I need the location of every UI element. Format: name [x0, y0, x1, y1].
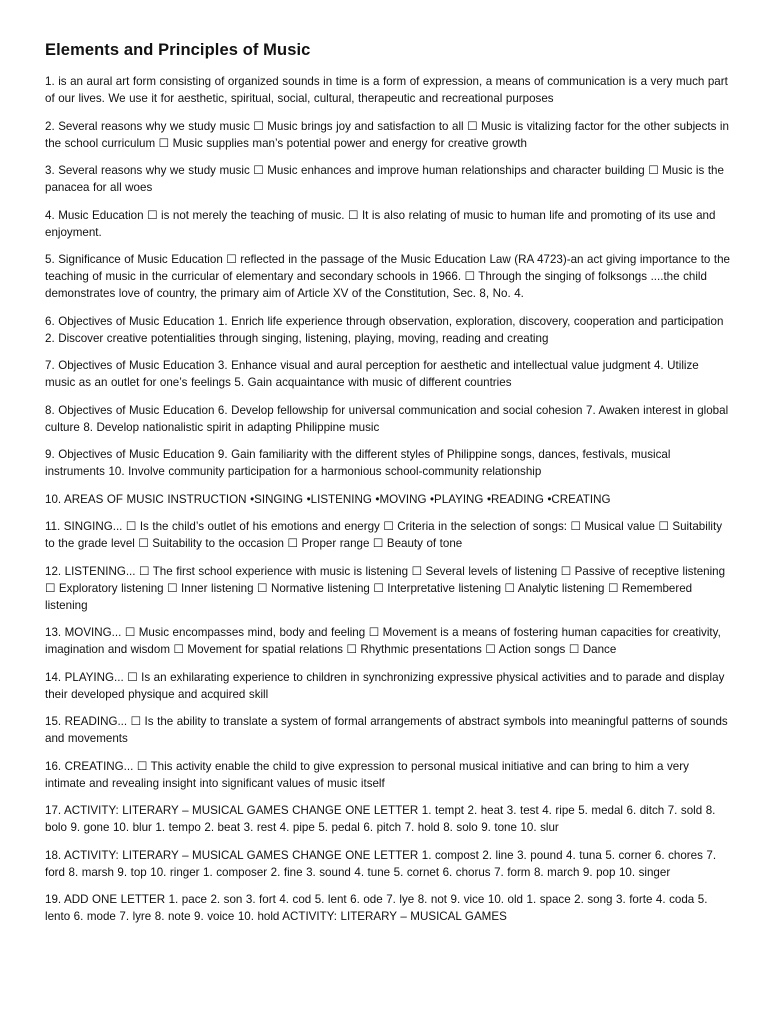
document-title: Elements and Principles of Music — [45, 41, 311, 59]
paragraph-3: 3. Several reasons why we study music ☐ Music enhances and improve human relationships and character building ☐ Music is the panacea for all woes — [45, 164, 724, 194]
paragraph-18: 18. ACTIVITY: LITERARY – MUSICAL GAMES CHANGE ONE LETTER 1. compost 2. line 3. pound 4. tuna 5. corner 6. chores 7. ford 8. marsh 9. top 10. ringer 1. composer 2. fine 3. sound 4. tune 5. cornet 6. chorus 7. form 8. march 9. pop 10. singer — [45, 848, 717, 879]
paragraph-7: 7. Objectives of Music Education 3. Enhance visual and aural perception for aesthetic and intellectual value judgment 4. Utilize music as an outlet for one’s feelings 5. Gain acquaintance with music of different countries — [45, 359, 699, 389]
paragraph-4: 4. Music Education ☐ is not merely the teaching of music. ☐ It is also relating of music to human life and promoting of its use and enjoyment. — [45, 208, 716, 239]
paragraph-12: 12. LISTENING... ☐ The first school experience with music is listening ☐ Several levels of listening ☐ Passive of receptive listening ☐ Exploratory listening ☐ Inner listening ☐ Normative listening ☐ Interpretative listening ☐ Analytic listening ☐ Remembered listening — [45, 564, 726, 612]
paragraph-19: 19. ADD ONE LETTER 1. pace 2. son 3. fort 4. cod 5. lent 6. ode 7. lye 8. not 9. vice 10. old 1. space 2. song 3. forte 4. coda 5. lento 6. mode 7. lyre 8. note 9. voice 10. hold ACTIVITY: LITERARY – MUSICAL GAMES — [45, 893, 708, 923]
paragraph-6: 6. Objectives of Music Education 1. Enrich life experience through observation, exploration, discovery, cooperation and participation 2. Discover creative potentialities through singing, listening, playing, moving, reading and creating — [45, 314, 724, 345]
document-page — [45, 40, 730, 936]
paragraph-1: 1. is an aural art form consisting of organized sounds in time is a form of expression, a means of communication is a very much part of our lives. We use it for aesthetic, spiritual, social, cultural, therapeutic and recreational purposes — [45, 75, 728, 105]
paragraph-16: 16. CREATING... ☐ This activity enable the child to give expression to personal musical initiative and can bring to him a very intimate and revealing insight into significant values of music itself — [45, 759, 689, 790]
paragraph-15: 15. READING... ☐ Is the ability to translate a system of formal arrangements of abstract symbols into meaningful patterns of sounds and movements — [45, 715, 728, 745]
paragraph-13: 13. MOVING... ☐ Music encompasses mind, body and feeling ☐ Movement is a means of fostering human capacities for creativity, imagination and wisdom ☐ Movement for spatial relations ☐ Rhythmic presentations ☐ Action songs ☐ Dance — [45, 626, 721, 656]
paragraph-8: 8. Objectives of Music Education 6. Develop fellowship for universal communication and social cohesion 7. Awaken interest in global culture 8. Develop nationalistic spirit in adapting Philippine music — [45, 403, 729, 434]
paragraph-2: 2. Several reasons why we study music ☐ Music brings joy and satisfaction to all ☐ Music is vitalizing factor for the other subjects in the school curriculum ☐ Music supplies man’s potential power and energy for creative growth — [45, 119, 729, 150]
paragraph-11: 11. SINGING... ☐ Is the child’s outlet of his emotions and energy ☐ Criteria in the selection of songs: ☐ Musical value ☐ Suitability to the grade level ☐ Suitability to the occasion ☐ Proper range ☐ Beauty of tone — [45, 520, 722, 550]
paragraph-9: 9. Objectives of Music Education 9. Gain familiarity with the different styles of Philippine songs, dances, festivals, musical instruments 10. Involve community participation for a harmonious school-community relationship — [45, 448, 671, 478]
paragraph-5: 5. Significance of Music Education ☐ reflected in the passage of the Music Education Law (RA 4723)-an act giving importance to the teaching of music in the curricular of elementary and secondary schools in 1966. ☐ Through the singing of folksongs ....the child demonstrates love of country, the primary aim of Article XV of the Constitution, Sec. 8, No. 4. — [45, 253, 730, 300]
paragraph-10: 10. AREAS OF MUSIC INSTRUCTION •SINGING •LISTENING •MOVING •PLAYING •READING •CREATING — [45, 492, 611, 506]
paragraph-14: 14. PLAYING... ☐ Is an exhilarating experience to children in synchronizing expressive physical activities and to parade and display their developed physique and acquired skill — [45, 670, 725, 701]
paragraph-17: 17. ACTIVITY: LITERARY – MUSICAL GAMES CHANGE ONE LETTER 1. tempt 2. heat 3. test 4. ripe 5. medal 6. ditch 7. sold 8. bolo 9. gone 10. blur 1. tempo 2. beat 3. rest 4. pipe 5. pedal 6. pitch 7. hold 8. solo 9. tone 10. slur — [45, 804, 716, 834]
